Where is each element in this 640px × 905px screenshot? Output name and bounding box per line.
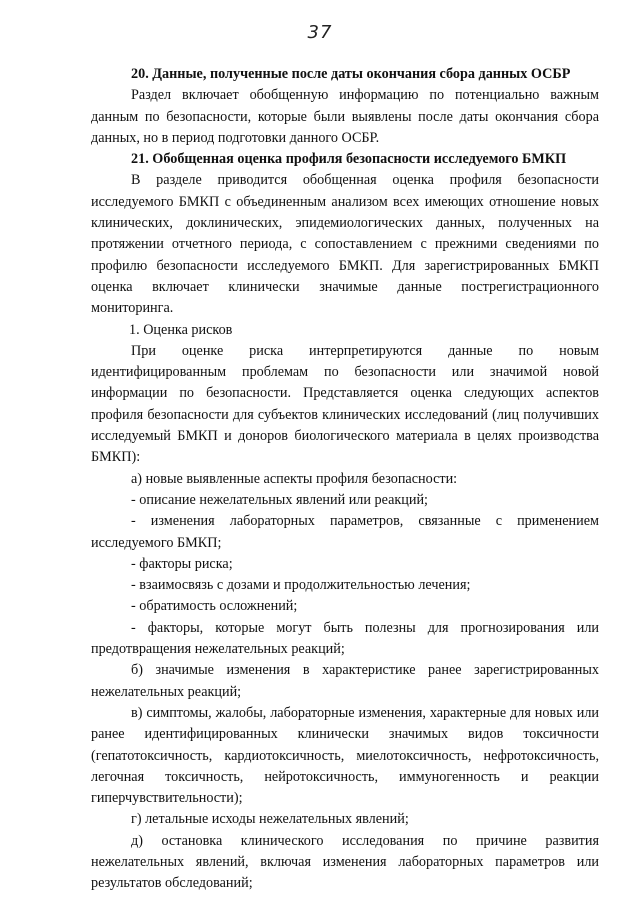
- list-item: - факторы, которые могут быть полезны для прогнозирования или предотвращения нежелательных реакций;: [91, 619, 599, 658]
- list-item: - обратимость осложнений;: [131, 598, 298, 615]
- list-item: г) летальные исходы нежелательных явлений;: [131, 811, 409, 828]
- list-item: - факторы риска;: [131, 555, 233, 572]
- list-item: - описание нежелательных явлений или реакций;: [131, 491, 428, 508]
- list-item: б) значимые изменения в характеристике ранее зарегистрированных нежелательных реакций;: [91, 662, 599, 700]
- paragraph: При оценке риска интерпретируются данные по новым идентифицированным проблемам по безопасности или значимой новой информации по безопасности. Представляется оценка следующих аспектов профиля безопасности для субъектов клинических исследований (лиц получивших исследуемый БМКП и доноров биологического материала в целях производства БМКП):: [91, 342, 599, 466]
- list-item: д) остановка клинического исследования по причине развития нежелательных явлений, включая изменения лабораторных параметров или результатов обследований;: [91, 832, 599, 892]
- list-item: - изменения лабораторных параметров, связанные с применением исследуемого БМКП;: [91, 513, 599, 551]
- subsection-heading: 1. Оценка рисков: [129, 321, 233, 338]
- section-heading-20: 20. Данные, полученные после даты окончания сбора данных ОСБР: [131, 66, 571, 82]
- paragraph: В разделе приводится обобщенная оценка профиля безопасности исследуемого БМКП с объединенным анализом всех имеющих отношение новых клинических, доклинических, эпидемиологических данных, полученных на протяжении отчетного периода, с сопоставлением с прежними сведениями по профилю безопасности исследуемого БМКП. Для зарегистрированных БМКП оценка включает клинически значимые данные пострегистрационного мониторинга.: [91, 172, 599, 317]
- document-body: [91, 64, 599, 895]
- paragraph: Раздел включает обобщенную информацию по потенциально важным данным по безопасности, которые были выявлены после даты окончания сбора данных, но в период подготовки данного ОСБР.: [91, 87, 599, 146]
- list-item: - взаимосвязь с дозами и продолжительностью лечения;: [131, 577, 471, 594]
- list-item: а) новые выявленные аспекты профиля безопасности:: [131, 470, 458, 487]
- section-heading-21: 21. Обобщенная оценка профиля безопасности исследуемого БМКП: [131, 151, 567, 168]
- page-number: 37: [307, 22, 333, 43]
- list-item: в) симптомы, жалобы, лабораторные изменения, характерные для новых или ранее идентифицированных клинически значимых видов токсичности (гепатотоксичность, кардиотоксичность, миелотоксичность, нефротоксичность, легочная токсичность, нейротоксичность, иммуногенность и реакции гиперчувствительности);: [91, 704, 599, 807]
